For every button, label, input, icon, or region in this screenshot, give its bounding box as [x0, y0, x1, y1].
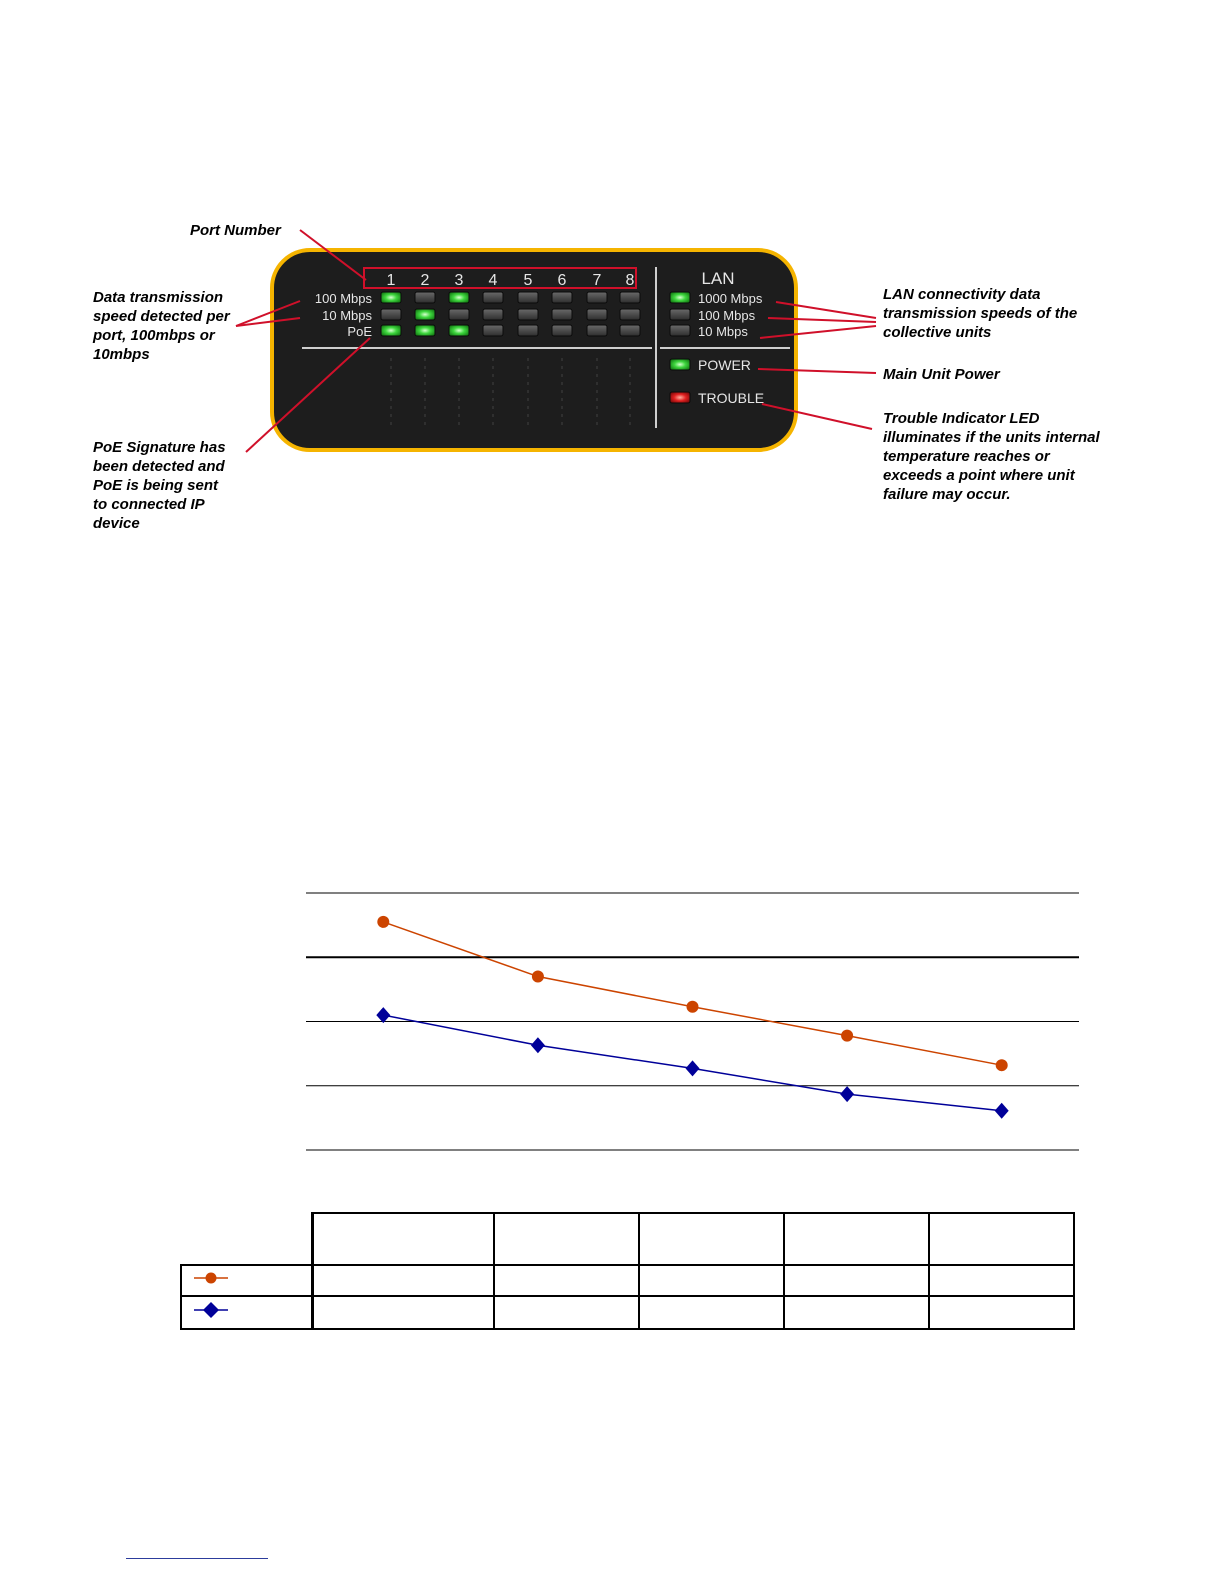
table-header-cell — [494, 1213, 639, 1265]
circle-marker-icon — [182, 1266, 242, 1290]
diamond-marker-icon — [182, 1297, 242, 1323]
table-corner-cell — [181, 1213, 313, 1265]
table-cell — [929, 1296, 1074, 1329]
callout-line: PoE Signature has — [93, 439, 226, 456]
callout-line: Trouble Indicator LED — [883, 410, 1040, 427]
port-number-label: 6 — [557, 272, 567, 289]
callout-line: port, 100mbps or — [93, 327, 215, 344]
table-header-cell — [784, 1213, 929, 1265]
port-number-label: 2 — [420, 272, 430, 289]
callout-line: transmission speeds of the — [883, 305, 1078, 322]
series-line-1 — [383, 922, 1001, 1065]
callout-line: exceeds a point where unit — [883, 467, 1075, 484]
table-cell — [494, 1296, 639, 1329]
row-label: 100 Mbps — [314, 291, 372, 306]
lan-speed-label: 100 Mbps — [698, 308, 756, 323]
data-point-series-1 — [687, 1001, 699, 1013]
legend-key-series-2 — [181, 1296, 313, 1329]
table-cell — [639, 1265, 784, 1296]
trouble-label: TROUBLE — [698, 390, 765, 406]
table-cell — [639, 1296, 784, 1329]
table-header-cell — [313, 1213, 494, 1265]
table-header-cell — [929, 1213, 1074, 1265]
lan-speed-label: 10 Mbps — [698, 324, 748, 339]
callout-line: temperature reaches or — [883, 448, 1050, 465]
callout-line: LAN connectivity data — [883, 286, 1041, 303]
callout-line: to connected IP — [93, 496, 205, 513]
callout-main-power: Main Unit Power — [883, 366, 1000, 383]
table-cell — [784, 1296, 929, 1329]
callout-line: illuminates if the units internal — [883, 429, 1100, 446]
table-row-series-2 — [181, 1296, 1074, 1329]
data-point-series-2 — [995, 1103, 1009, 1119]
callout-line: been detected and — [93, 458, 225, 475]
table-cell — [494, 1265, 639, 1296]
data-point-series-2 — [531, 1037, 545, 1053]
port-number-label: 8 — [625, 272, 635, 289]
data-point-series-2 — [376, 1007, 390, 1023]
callout-line: Data transmission — [93, 289, 224, 306]
data-point-series-2 — [686, 1060, 700, 1076]
lan-title: LAN — [701, 269, 735, 288]
chart-series — [376, 916, 1008, 1119]
callout-line: failure may occur. — [883, 486, 1011, 503]
row-label: 10 Mbps — [322, 308, 372, 323]
data-point-series-1 — [377, 916, 389, 928]
table-cell — [929, 1265, 1074, 1296]
table-cell — [784, 1265, 929, 1296]
table-row-series-1 — [181, 1265, 1074, 1296]
callout-line: 10mbps — [93, 346, 150, 363]
row-label: PoE — [347, 324, 372, 339]
footnote-separator — [126, 1558, 268, 1559]
port-number-label: 3 — [454, 272, 464, 289]
power-label: POWER — [698, 357, 751, 373]
port-number-label: 5 — [523, 272, 533, 289]
port-number-label: 4 — [488, 272, 498, 289]
table-cell — [313, 1296, 494, 1329]
table-header-cell — [639, 1213, 784, 1265]
port-number-label: 1 — [386, 272, 396, 289]
data-point-series-2 — [840, 1086, 854, 1102]
callout-line: collective units — [883, 324, 992, 341]
legend-key-series-1 — [181, 1265, 313, 1296]
table-cell — [313, 1265, 494, 1296]
callout-line: device — [93, 515, 140, 532]
table-header-row — [181, 1213, 1074, 1265]
lan-speed-label: 1000 Mbps — [698, 291, 763, 306]
port-number-label: 7 — [592, 272, 602, 289]
data-point-series-1 — [532, 971, 544, 983]
callout-line: speed detected per — [93, 308, 230, 325]
data-point-series-1 — [841, 1030, 853, 1042]
callout-line: PoE is being sent — [93, 477, 219, 494]
callout-port-number: Port Number — [190, 222, 281, 239]
chart-gridlines — [306, 893, 1079, 1150]
data-point-series-1 — [996, 1059, 1008, 1071]
chart-data-table — [180, 1212, 1075, 1330]
